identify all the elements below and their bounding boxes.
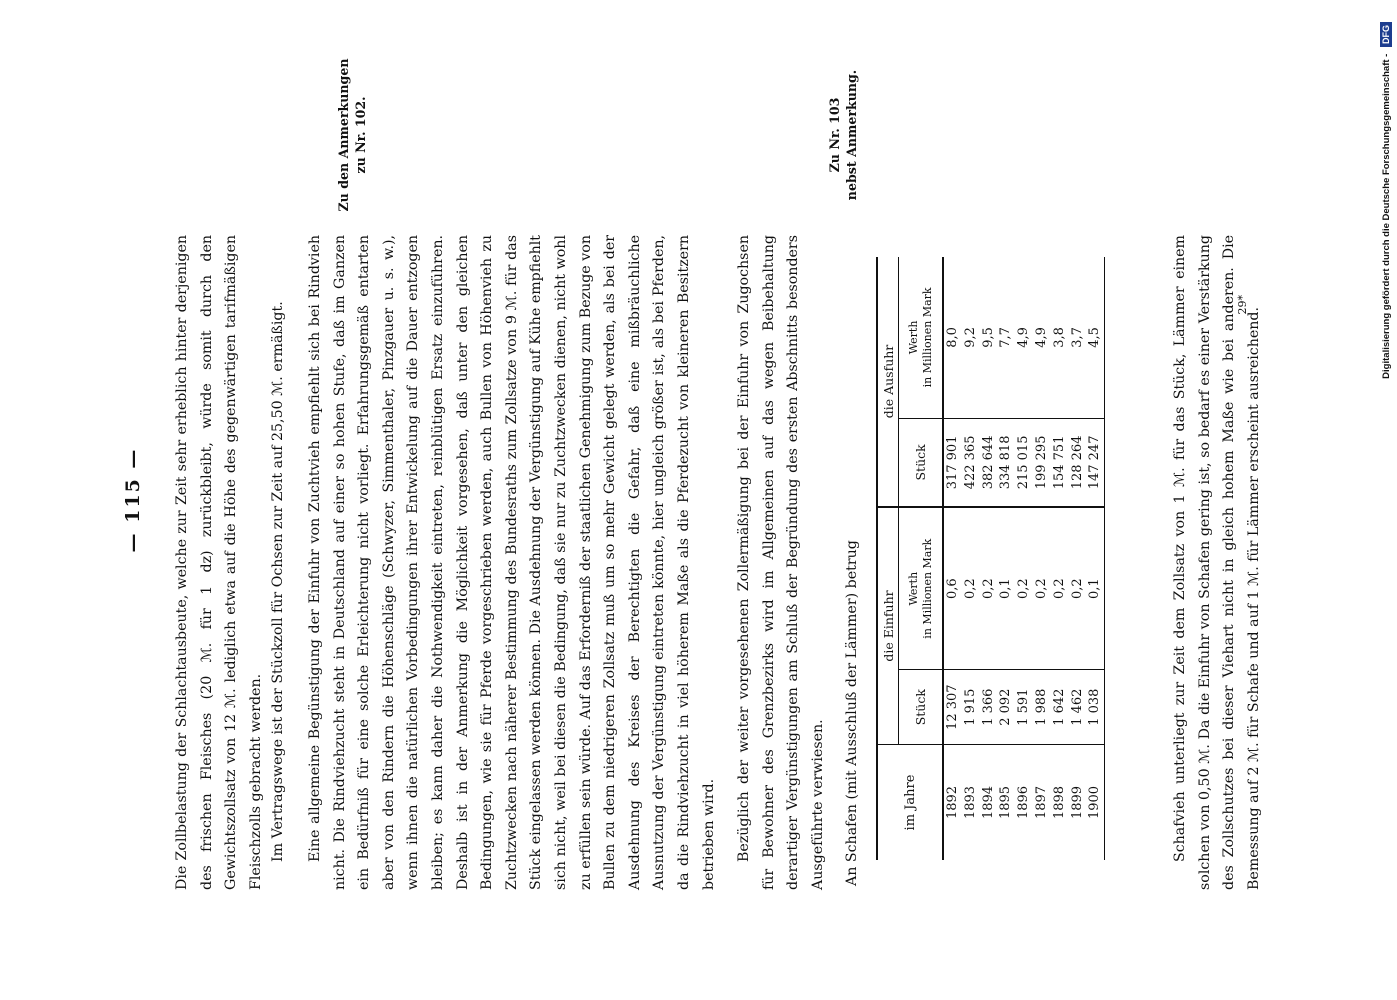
import-pieces-cell: 1 462 bbox=[1069, 670, 1087, 745]
margin-note-line: Zu Nr. 103 bbox=[827, 97, 842, 173]
digitization-notice bbox=[1380, 0, 1392, 1000]
signature-mark: 29* bbox=[1236, 295, 1249, 315]
dfg-logo: DFG bbox=[1380, 22, 1392, 47]
table-row bbox=[1051, 257, 1069, 860]
export-value-cell: 3,8 bbox=[1051, 327, 1067, 348]
table-row bbox=[1069, 257, 1087, 860]
import-value-cell: 0,2 bbox=[1051, 507, 1069, 670]
sheep-trade-table bbox=[876, 257, 1105, 860]
import-pieces-cell: 2 092 bbox=[997, 670, 1015, 745]
import-value-header bbox=[899, 507, 944, 670]
table-row bbox=[943, 257, 962, 860]
margin-note-line: zu Nr. 102. bbox=[353, 96, 368, 174]
import-value-cell: 0,2 bbox=[980, 507, 998, 670]
import-pieces-cell: 1 642 bbox=[1051, 670, 1069, 745]
year-cell: 1895 bbox=[997, 745, 1015, 861]
export-value-header bbox=[899, 257, 944, 418]
import-value-cell: 0,1 bbox=[997, 507, 1015, 670]
export-value-cell: 9,5 bbox=[980, 327, 996, 348]
export-value-cell: 4,9 bbox=[1033, 327, 1049, 348]
export-value-cell: 3,7 bbox=[1069, 327, 1085, 348]
import-pieces-cell: 1 915 bbox=[962, 670, 980, 745]
paragraph-vertragswege: Im Vertragswege ist der Stückzoll für Ochsen zur Zeit auf 25,50 ℳ. ermäßigt. bbox=[270, 301, 286, 862]
export-pieces-cell: 317 901 bbox=[943, 418, 962, 507]
import-value-cell: 0,2 bbox=[1033, 507, 1051, 670]
paragraph-zuchtvieh: Eine allgemeine Begünstigung der Einfuhr von Zuchtvieh empfiehlt sich bei Rindvieh nicht. Die Rindviehzucht steht in Deutschland auf einer so hohen Stufe, daß im Ganzen ein Bedürfniß für eine solche Erleichterung nicht vorliegt. Erfahrungsgemäß entarten aber von den Rindern die Höhenschläge (Schwyzer, Simmenthaler, Pinzgauer u. s. w.), wenn ihnen die natürlichen Vorbedingungen ihrer Entwickelung auf die Dauer entzogen bleiben; es kann daher die Nothwendigkeit eintreten, reinblütigen Ersatz einzuführen. Deshalb ist in der Anmerkung die Möglichkeit vorgesehen, daß unter den gleichen Bedingungen, wie sie für Pferde vorgeschrieben werden, auch Bullen von Höhenvieh zu Zuchtzwecken nach näherer Bestimmung des Bundesraths zum Zollsatze von 9 ℳ. für das Stück eingelassen werden können. Die Ausdehnung der Vergünstigung auf Kühe empfiehlt sich nicht, weil bei diesen die Bedingung, daß sie nur zu Zuchtzwecken dienen, nicht wohl zu erfüllen sein würde. Auf das Erforderniß der staatlichen Genehmigung zum Bezuge von Bullen zu dem niedrigeren Zollsatz muß um so mehr Gewicht gelegt werden, als bei der Ausdehnung des Kreises der Berechtigten die Gefahr, daß eine mißbräuchliche Ausnutzung der Vergünstigung eintreten könnte, hier ungleich größer ist, als bei Pferden, da die Rindviehzucht in viel höherem Maße als die Pferdezucht von kleineren Besitzern betrieben wird. bbox=[307, 235, 717, 890]
page-number: — 115 — bbox=[122, 447, 144, 553]
export-value-cell: 8,0 bbox=[945, 327, 960, 348]
paragraph-zugochsen: Bezüglich der weiter vorgesehenen Zollermäßigung bei der Einfuhr von Zugochsen für Bewohner des Grenzbezirks wird im Allgemeinen auf das wegen Beibehaltung derartiger Vergünstigungen am Schluß der Begründung des ersten Abschnitts besonders Ausgeführte verwiesen. bbox=[736, 235, 826, 890]
paragraph-zollbelastung: Die Zollbelastung der Schlachtausbeute, welche zur Zeit sehr erheblich hinter derjenigen des frischen Fleisches (20 ℳ. für 1 dz) zurückbleibt, würde somit durch den Gewichtszollsatz von 12 ℳ. lediglich etwa auf die Höhe des gegenwärtigen tarifmäßigen Fleischzolls gebracht werden. bbox=[174, 235, 264, 890]
import-group-header: die Einfuhr bbox=[877, 507, 899, 745]
export-pieces-cell: 128 264 bbox=[1069, 418, 1087, 507]
value-header-line: in Millionen Mark bbox=[920, 538, 934, 639]
import-pieces-cell: 1 366 bbox=[980, 670, 998, 745]
export-group-header: die Ausfuhr bbox=[877, 257, 899, 507]
export-value-cell: 4,9 bbox=[1016, 327, 1032, 348]
import-value-cell: 0,1 bbox=[1086, 507, 1104, 670]
year-cell: 1896 bbox=[1015, 745, 1033, 861]
year-cell: 1898 bbox=[1051, 745, 1069, 861]
import-pieces-cell: 1 591 bbox=[1015, 670, 1033, 745]
export-value-cell: 7,7 bbox=[998, 327, 1014, 348]
export-value-cell: 9,2 bbox=[962, 327, 978, 348]
value-header-line: Werth bbox=[906, 320, 920, 355]
export-pieces-cell: 154 751 bbox=[1051, 418, 1069, 507]
export-pieces-cell: 147 247 bbox=[1086, 418, 1104, 507]
export-pieces-cell: 334 818 bbox=[997, 418, 1015, 507]
import-pieces-cell: 1 988 bbox=[1033, 670, 1051, 745]
import-pieces-cell: 1 038 bbox=[1086, 670, 1104, 745]
export-value-cell: 4,5 bbox=[1087, 327, 1103, 348]
import-pieces-cell: 12 307 bbox=[943, 670, 962, 745]
export-pieces-cell: 422 365 bbox=[962, 418, 980, 507]
table-row bbox=[962, 257, 980, 860]
export-pieces-cell: 215 015 bbox=[1015, 418, 1033, 507]
year-column-header: im Jahre bbox=[877, 745, 943, 861]
year-cell: 1899 bbox=[1069, 745, 1087, 861]
year-cell: 1893 bbox=[962, 745, 980, 861]
import-pieces-header: Stück bbox=[899, 670, 944, 745]
import-value-cell: 0,2 bbox=[962, 507, 980, 670]
table-row bbox=[1086, 257, 1104, 860]
table-row bbox=[997, 257, 1015, 860]
year-cell: 1892 bbox=[943, 745, 962, 861]
export-pieces-header: Stück bbox=[899, 418, 944, 507]
margin-note-nr-103 bbox=[826, 50, 860, 220]
value-header-line: Werth bbox=[906, 571, 920, 606]
paragraph-schafvieh: Schafvieh unterliegt zur Zeit dem Zollsatz von 1 ℳ. für das Stück, Lämmer einem solchen von 0,50 ℳ. Da die Einfuhr von Schafen gering ist, so bedarf es einer Verstärkung des Zollschutzes bei dieser Viehart nicht in gleich hohem Maße wie bei anderen. Die Bemessung auf 2 ℳ. für Schafe und auf 1 ℳ. für Lämmer erscheint ausreichend. bbox=[1172, 235, 1262, 890]
margin-note-line: Zu den Anmerkungen bbox=[336, 58, 351, 212]
table-row bbox=[980, 257, 998, 860]
table-row bbox=[1033, 257, 1051, 860]
year-cell: 1897 bbox=[1033, 745, 1051, 861]
export-pieces-cell: 199 295 bbox=[1033, 418, 1051, 507]
import-value-cell: 0,2 bbox=[1015, 507, 1033, 670]
value-header-line: in Millionen Mark bbox=[920, 287, 934, 388]
margin-note-line: nebst Anmerkung. bbox=[844, 69, 859, 201]
table-row bbox=[1015, 257, 1033, 860]
margin-note-nr-102 bbox=[335, 50, 369, 220]
table-intro: An Schafen (mit Ausschluß der Lämmer) betrug bbox=[844, 540, 860, 886]
import-value-cell: 0,6 bbox=[943, 507, 962, 670]
digitization-text: Digitalisierung gefördert durch die Deutsche Forschungsgemeinschaft - bbox=[1381, 53, 1392, 379]
import-value-cell: 0,2 bbox=[1069, 507, 1087, 670]
year-cell: 1894 bbox=[980, 745, 998, 861]
year-cell: 1900 bbox=[1086, 745, 1104, 861]
export-pieces-cell: 382 644 bbox=[980, 418, 998, 507]
